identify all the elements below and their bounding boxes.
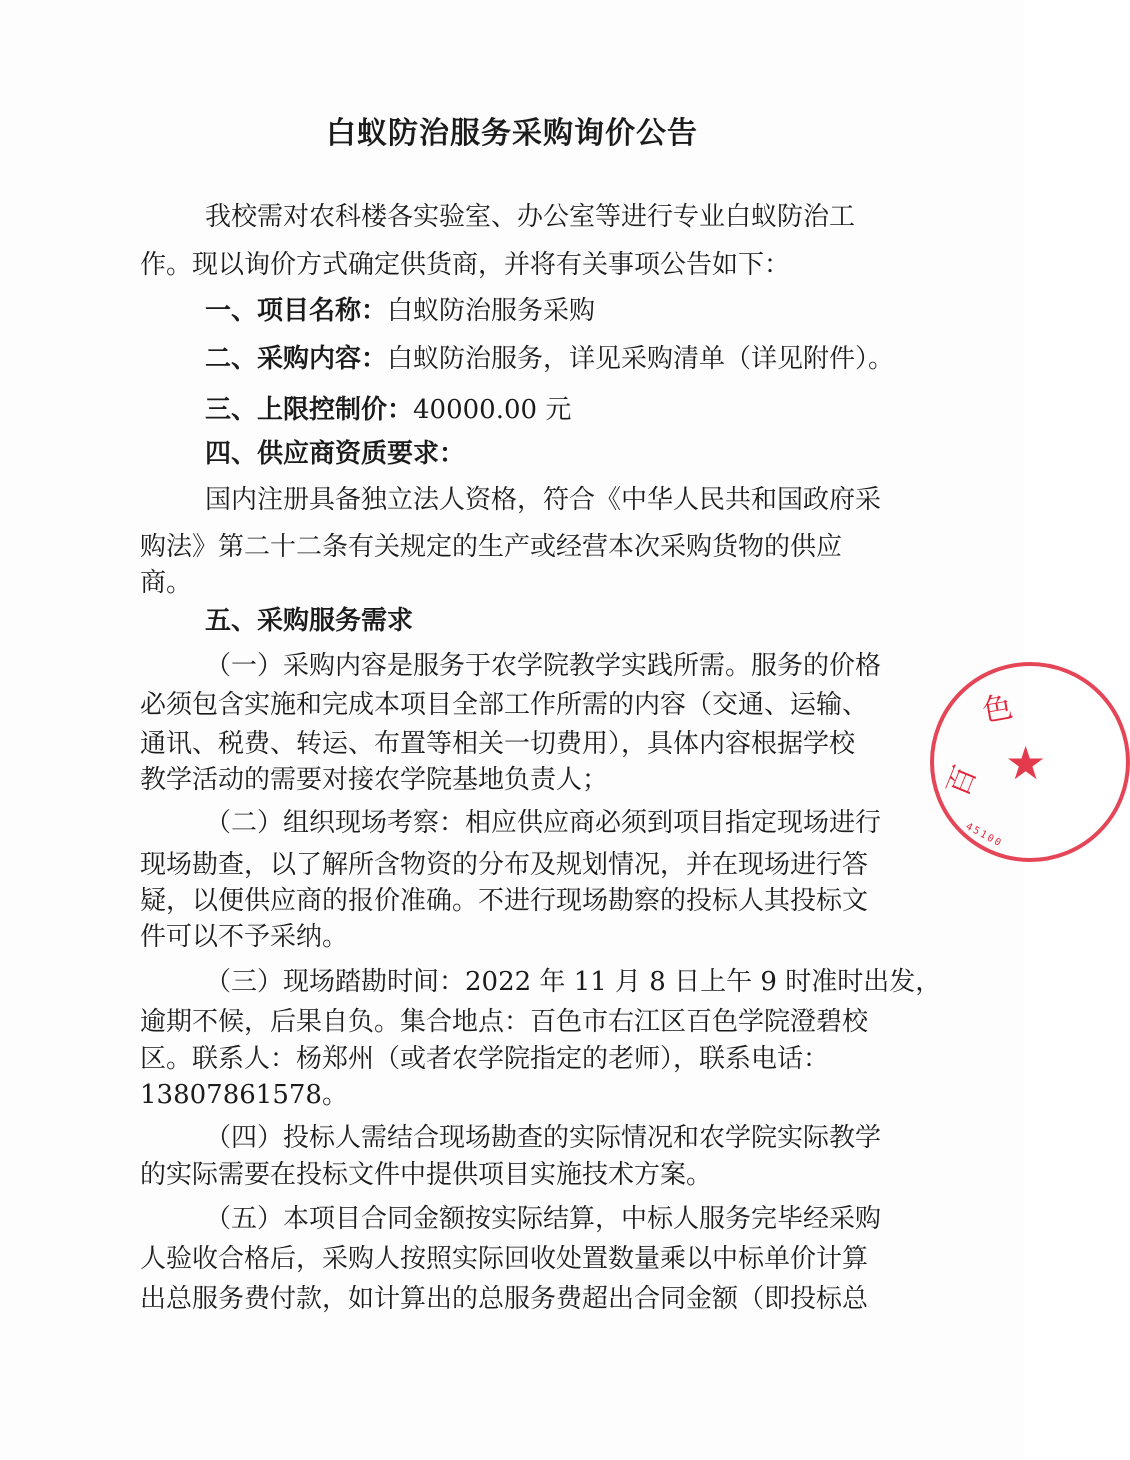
item-purchase-content-label: 二、采购内容： <box>205 344 388 374</box>
qualification-line-2: 购法》第二十二条有关规定的生产或经营本次采购货物的供应 <box>140 532 843 562</box>
item-service-requirements-heading: 五、采购服务需求 <box>205 606 414 636</box>
para3-line-4: 13807861578。 <box>140 1080 348 1110</box>
para3-line-1: （三）现场踏勘时间：2022 年 11 月 8 日上午 9 时准时出发， <box>205 967 942 997</box>
item-price-limit-label: 三、上限控制价： <box>205 395 414 425</box>
item-project-name-value: 白蚁防治服务采购 <box>387 296 596 326</box>
para2-line-4: 件可以不予采纳。 <box>140 922 349 952</box>
para1-line-3: 通讯、税费、转运、布置等相关一切费用），具体内容根据学校 <box>140 729 856 759</box>
star-icon: ★ <box>1005 736 1047 790</box>
para1-line-2: 必须包含实施和完成本项目全部工作所需的内容（交通、运输、 <box>140 690 869 720</box>
intro-line-2: 作。现以询价方式确定供货商，并将有关事项公告如下： <box>140 250 791 280</box>
para4-line-1: （四）投标人需结合现场勘查的实际情况和农学院实际教学 <box>205 1123 882 1153</box>
seal-character-2: 百 <box>940 760 985 802</box>
page-title: 白蚁防治服务采购询价公告 <box>326 116 698 151</box>
para1-line-4: 教学活动的需要对接农学院基地负责人； <box>140 765 609 795</box>
para5-line-3: 出总服务费付款，如计算出的总服务费超出合同金额（即投标总 <box>140 1284 869 1314</box>
para2-line-2: 现场勘查，以了解所含物资的分布及规划情况，并在现场进行答 <box>140 850 869 880</box>
para3-line-3: 区。联系人：杨郑州（或者农学院指定的老师），联系电话： <box>140 1044 830 1074</box>
para5-line-2: 人验收合格后，采购人按照实际回收处置数量乘以中标单价计算 <box>140 1244 869 1274</box>
intro-line-1: 我校需对农科楼各实验室、办公室等进行专业白蚁防治工 <box>205 202 856 232</box>
para4-line-2: 的实际需要在投标文件中提供项目实施技术方案。 <box>140 1160 713 1190</box>
qualification-line-1: 国内注册具备独立法人资格，符合《中华人民共和国政府采 <box>205 485 882 515</box>
item-purchase-content-value: 白蚁防治服务，详见采购清单（详见附件）。 <box>387 344 895 374</box>
item-price-limit-value: 40000.00 元 <box>413 395 572 425</box>
item-project-name <box>205 294 595 328</box>
item-price-limit <box>205 393 571 427</box>
seal-code: 45100 <box>963 821 1005 850</box>
item-supplier-qualification-heading: 四、供应商资质要求： <box>205 439 466 469</box>
para3-line-2: 逾期不候，后果自负。集合地点：百色市右江区百色学院澄碧校 <box>140 1007 869 1037</box>
seal-character-1: 色 <box>979 689 1016 730</box>
para2-line-1: （二）组织现场考察：相应供应商必须到项目指定现场进行 <box>205 808 882 838</box>
para1-line-1: （一）采购内容是服务于农学院教学实践所需。服务的价格 <box>205 651 882 681</box>
qualification-line-3: 商。 <box>140 568 193 598</box>
para5-line-1: （五）本项目合同金额按实际结算，中标人服务完毕经采购 <box>205 1204 882 1234</box>
para2-line-3: 疑，以便供应商的报价准确。不进行现场勘察的投标人其投标文 <box>140 886 869 916</box>
item-project-name-label: 一、项目名称： <box>205 296 388 326</box>
item-purchase-content <box>205 342 894 376</box>
